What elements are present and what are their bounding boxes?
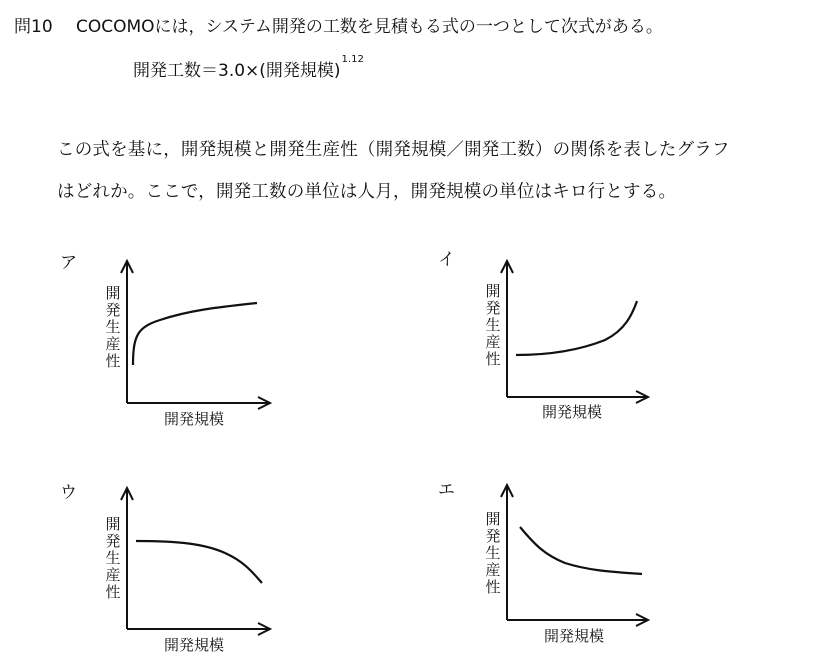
question-body-line-1: この式を基に，開発規模と開発生産性（開発規模／開発工数）の関係を表したグラフ [57,140,730,160]
x-axis-label: 開発規模 [544,627,605,645]
y-axis-label: 開 発 生 産 性 [105,284,121,370]
question-number: 問10 [14,17,53,37]
formula-main: 開発工数＝3.0×(開発規模) [133,61,341,81]
question-body-line-2: はどれか。ここで，開発工数の単位は人月，開発規模の単位はキロ行とする。 [57,182,677,202]
curve-convex-increasing [516,301,637,355]
x-axis-label: 開発規模 [542,403,603,421]
x-axis-label: 開発規模 [164,410,225,428]
question-text: COCOMOには，システム開発の工数を見積もる式の一つとして次式がある。 [76,17,663,37]
curve-concave-decreasing [136,541,262,583]
choice-label-i[interactable]: イ [438,250,455,270]
x-axis-label: 開発規模 [164,636,225,654]
choice-label-e[interactable]: エ [438,480,455,500]
choice-label-a[interactable]: ア [60,253,77,273]
curve-convex-decreasing [520,527,642,574]
choice-graph-i[interactable] [480,255,680,445]
y-axis-label: 開 発 生 産 性 [485,510,501,596]
choice-graph-e[interactable] [480,475,680,665]
choice-graph-u[interactable] [100,478,300,668]
formula-exponent: 1.12 [341,54,364,65]
choice-label-u[interactable]: ウ [60,483,77,503]
choice-graph-a[interactable] [100,255,300,445]
curve-concave-increasing [133,303,257,365]
formula [133,56,364,81]
y-axis-label: 開 発 生 産 性 [105,515,121,601]
y-axis-label: 開 発 生 産 性 [485,282,501,368]
